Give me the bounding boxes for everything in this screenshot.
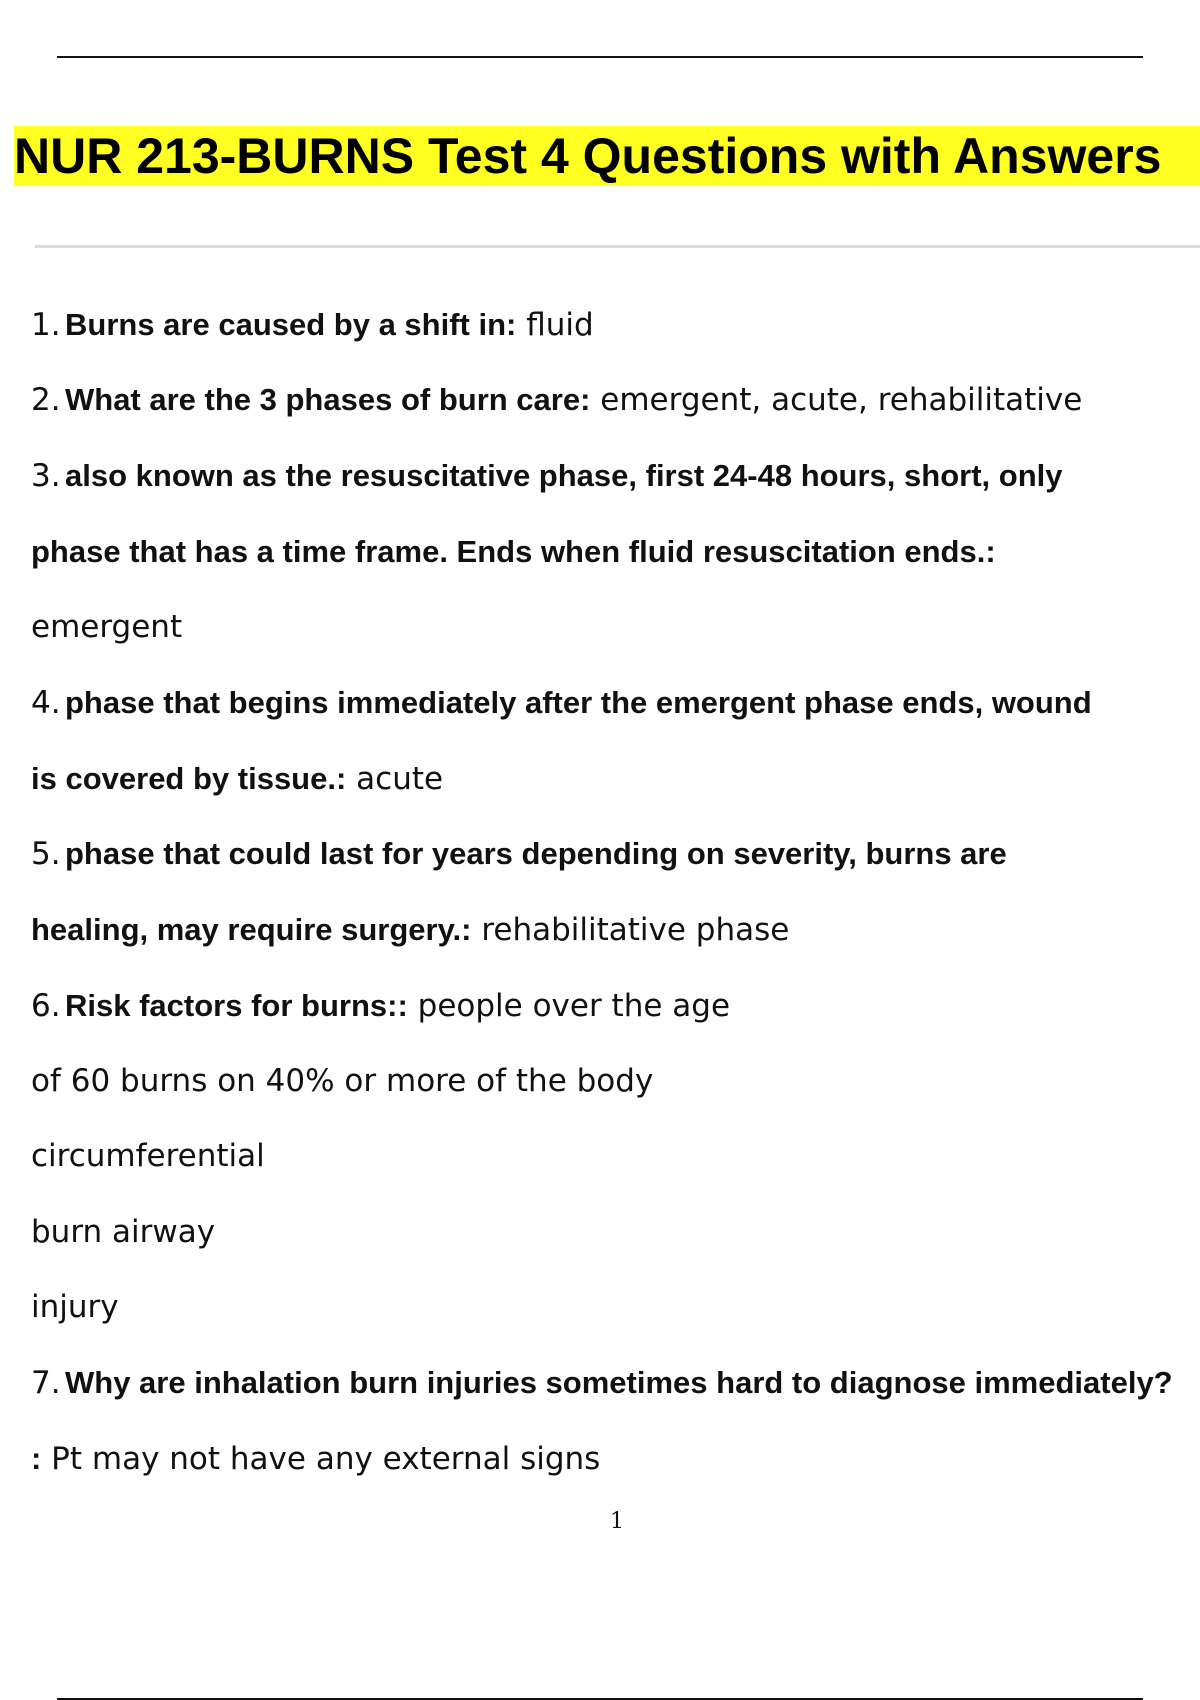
list-item: [31, 380, 1082, 420]
list-item: [31, 456, 1062, 496]
item-number: 6.: [31, 988, 61, 1024]
answer-line: [31, 607, 182, 647]
answer-line: [31, 1212, 215, 1252]
answer-prefix: :: [31, 1441, 42, 1476]
question-continuation: [31, 532, 996, 572]
question-continuation: [31, 759, 443, 799]
answer-line: [31, 1061, 653, 1101]
item-number: 3.: [31, 458, 61, 494]
question-text: healing, may require surgery.:: [31, 912, 472, 947]
item-number: 5.: [31, 836, 61, 872]
question-text: Why are inhalation burn injuries sometimes hard to diagnose immediately?: [65, 1365, 1173, 1400]
document-title: NUR 213-BURNS Test 4 Questions with Answers: [14, 126, 1200, 186]
answer-text: emergent: [31, 609, 183, 645]
answer-text: circumferential: [31, 1138, 265, 1174]
answer-text: emergent, acute, rehabilitative: [590, 382, 1083, 418]
list-item: [31, 1363, 1173, 1403]
answer-text: fluid: [516, 307, 594, 343]
item-number: 7.: [31, 1365, 61, 1401]
answer-text: rehabilitative phase: [471, 912, 790, 948]
title-divider: [35, 245, 1200, 248]
question-text: phase that begins immediately after the emergent phase ends, wound: [65, 685, 1092, 720]
item-number: 2.: [31, 382, 61, 418]
item-number: 4.: [31, 685, 61, 721]
question-continuation: [31, 910, 789, 950]
question-text: phase that could last for years depending on severity, burns are: [65, 836, 1007, 871]
list-item: [31, 834, 1007, 874]
answer-text: burn airway: [31, 1214, 216, 1250]
list-item: [31, 683, 1092, 723]
question-text: Risk factors for burns::: [65, 988, 408, 1023]
question-text: is covered by tissue.:: [31, 761, 347, 796]
list-item: [31, 986, 730, 1026]
header-rule: [57, 56, 1143, 58]
answer-text: injury: [31, 1289, 119, 1325]
answer-text: of 60 burns on 40% or more of the body: [31, 1063, 654, 1099]
question-text: What are the 3 phases of burn care:: [65, 382, 591, 417]
answer-text: acute: [346, 761, 444, 797]
question-text: phase that has a time frame. Ends when fluid resuscitation ends.:: [31, 534, 996, 569]
page-number: 1: [610, 1509, 624, 1534]
item-number: 1.: [31, 307, 61, 343]
answer-line: [31, 1287, 119, 1327]
answer-text: Pt may not have any external signs: [41, 1441, 601, 1477]
answer-line: [31, 1439, 600, 1479]
list-item: [31, 305, 594, 345]
answer-text: people over the age: [407, 988, 731, 1024]
question-text: Burns are caused by a shift in:: [65, 307, 517, 342]
question-text: also known as the resuscitative phase, first 24-48 hours, short, only: [65, 458, 1063, 493]
answer-line: [31, 1136, 265, 1176]
